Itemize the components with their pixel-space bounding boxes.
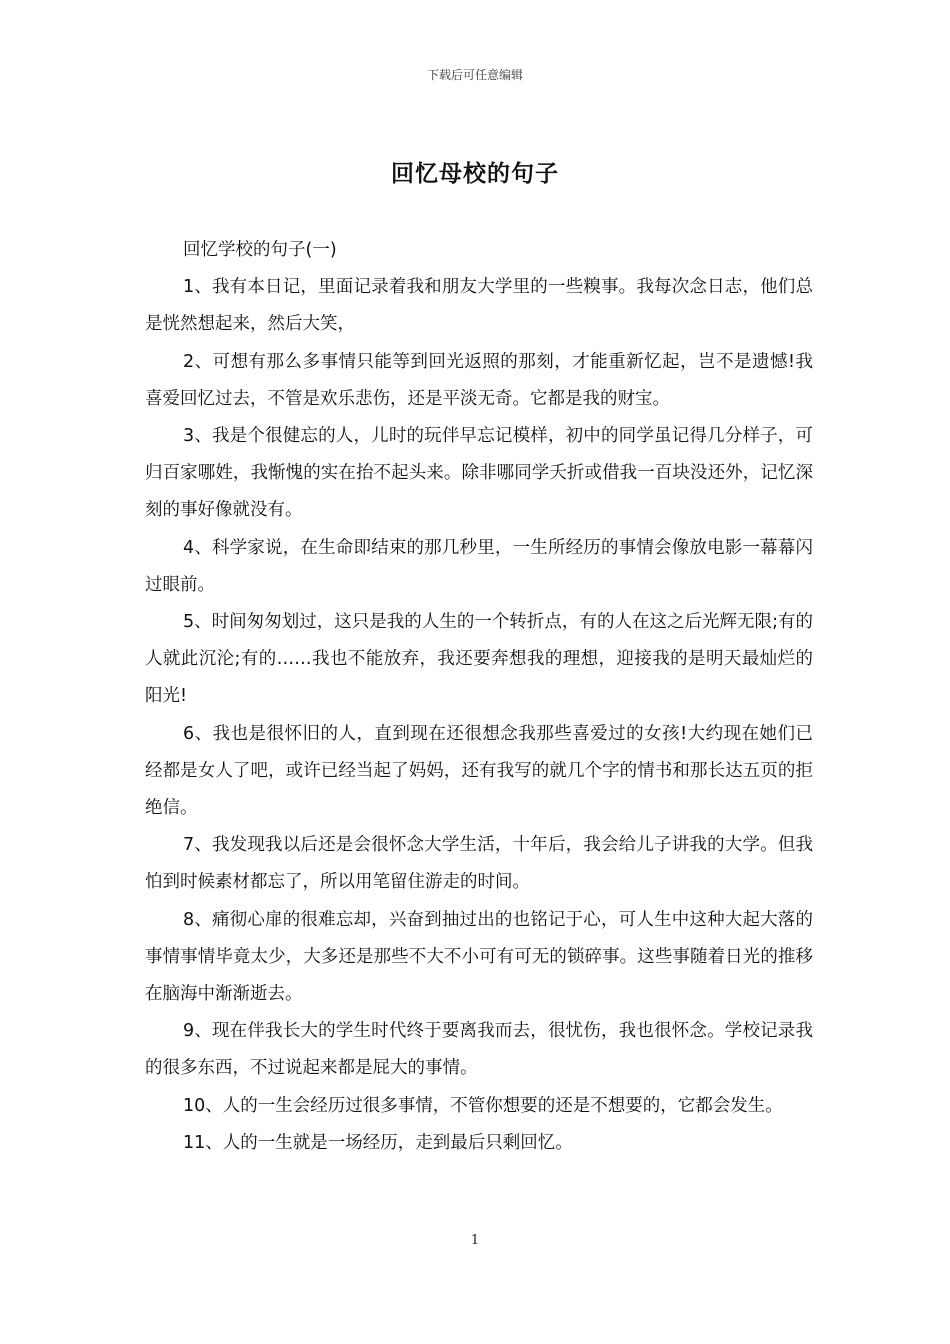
paragraph-1: 1、我有本日记，里面记录着我和朋友大学里的一些糗事。我每次念日志，他们总是恍然想起来，然后大笑， <box>145 277 813 335</box>
paragraph-6: 6、我也是很怀旧的人，直到现在还很想念我那些喜爱过的女孩!大约现在她们已经都是女人了吧，或许已经当起了妈妈，还有我写的就几个字的情书和那长达五页的拒绝信。 <box>145 723 813 819</box>
paragraph-7: 7、我发现我以后还是会很怀念大学生活，十年后，我会给儿子讲我的大学。但我怕到时候素材都忘了，所以用笔留住游走的时间。 <box>145 835 813 893</box>
document-title: 回忆母校的句子 <box>391 161 559 187</box>
paragraph-8: 8、痛彻心扉的很难忘却，兴奋到抽过出的也铭记于心，可人生中这种大起大落的事情事情毕竟太少，大多还是那些不大不小可有可无的锁碎事。这些事随着日光的推移在脑海中渐渐逝去。 <box>145 909 813 1005</box>
paragraph-5: 5、时间匆匆划过，这只是我的人生的一个转折点，有的人在这之后光辉无限;有的人就此沉沦;有的……我也不能放弃，我还要奔想我的理想，迎接我的是明天最灿烂的阳光! <box>145 612 813 707</box>
paragraph-9: 9、现在伴我长大的学生时代终于要离我而去，很忧伤，我也很怀念。学校记录我的很多东西，不过说起来都是屁大的事情。 <box>145 1021 813 1079</box>
section-heading: 回忆学校的句子(一) <box>183 240 337 260</box>
paragraph-11: 11、人的一生就是一场经历，走到最后只剩回忆。 <box>183 1132 573 1153</box>
document-body <box>145 232 813 1162</box>
paragraph-4: 4、科学家说，在生命即结束的那几秒里，一生所经历的事情会像放电影一幕幕闪过眼前。 <box>145 537 813 595</box>
header-note: 下载后可任意编辑 <box>426 68 523 82</box>
paragraph-3: 3、我是个很健忘的人，儿时的玩伴早忘记模样，初中的同学虽记得几分样子，可归百家哪姓，我惭愧的实在抬不起头来。除非哪同学夭折或借我一百块没还外，记忆深刻的事好像就没有。 <box>145 426 813 521</box>
paragraph-2: 2、可想有那么多事情只能等到回光返照的那刻，才能重新忆起，岂不是遗憾!我喜爱回忆过去，不管是欢乐悲伤，还是平淡无奇。它都是我的财宝。 <box>145 351 813 409</box>
paragraph-10: 10、人的一生会经历过很多事情，不管你想要的还是不想要的，它都会发生。 <box>183 1095 783 1116</box>
page-number: 1 <box>470 1233 480 1248</box>
